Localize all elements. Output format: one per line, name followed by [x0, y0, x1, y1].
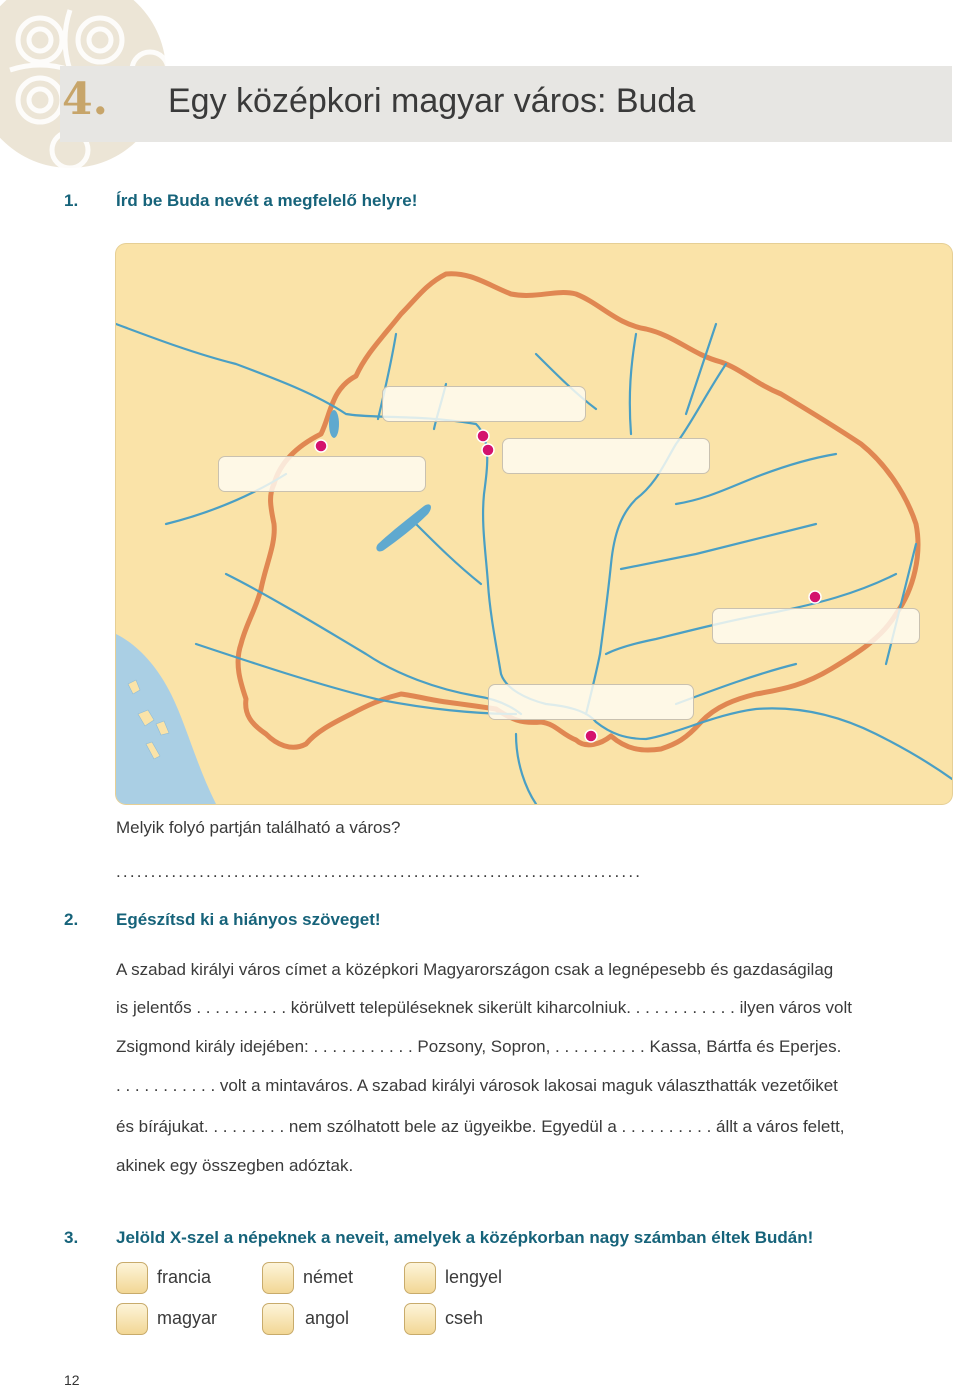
task3-number: 3.	[64, 1228, 79, 1247]
map-label-slot-east[interactable]	[712, 608, 920, 644]
checkbox-angol[interactable]	[262, 1303, 294, 1335]
river-hernad	[630, 334, 636, 434]
river-tisza	[586, 364, 726, 714]
map-label-slot-northwest[interactable]	[218, 456, 426, 492]
option-label-cseh: cseh	[445, 1308, 484, 1328]
river-drava	[226, 574, 521, 714]
map-hungary	[116, 244, 952, 804]
task2-line-6: akinek egy összegben adóztak.	[116, 1156, 354, 1175]
city-dot-esztergom	[477, 430, 489, 442]
task1-answer-line[interactable]: ............................................................................	[116, 862, 643, 881]
checkbox-lengyel[interactable]	[404, 1262, 436, 1294]
task1-title: Írd be Buda nevét a megfelelő helyre!	[116, 191, 418, 210]
option-label-lengyel: lengyel	[445, 1267, 503, 1287]
checkbox-nemet[interactable]	[262, 1262, 294, 1294]
lake-ferto	[329, 410, 339, 438]
option-label-nemet: német	[303, 1267, 354, 1287]
kingdom-border	[238, 274, 918, 750]
map-graphic	[116, 244, 952, 804]
lake-balaton	[376, 504, 431, 551]
task2-line-5: és bírájukat. . . . . . . . . nem szólhatott bele az ügyeikbe. Egyedül a . . . . . . . . . . állt a város felett,	[116, 1117, 845, 1136]
checkbox-magyar[interactable]	[116, 1303, 148, 1335]
task2-title: Egészítsd ki a hiányos szöveget!	[116, 910, 381, 929]
option-label-angol: angol	[305, 1308, 350, 1328]
river-olt	[886, 544, 916, 664]
adriatic-sea	[116, 634, 216, 804]
task2-line-1: A szabad királyi város címet a középkori Magyarországon csak a legnépesebb és gazdaságilag	[116, 960, 834, 979]
checkbox-francia[interactable]	[116, 1262, 148, 1294]
option-label-magyar: magyar	[157, 1308, 218, 1328]
page-number: 12	[64, 1372, 80, 1388]
option-label-francia: francia	[157, 1267, 212, 1287]
task1-question: Melyik folyó partján található a város?	[116, 818, 401, 837]
map-label-slot-center[interactable]	[502, 438, 710, 474]
city-dot-pozsony	[315, 440, 327, 452]
river-sio	[416, 524, 481, 584]
chapter-number: 4.	[62, 74, 108, 125]
river-bodrog	[686, 324, 716, 414]
city-dot-kassa	[809, 591, 821, 603]
task2-line-4: . . . . . . . . . . . volt a mintaváros. A szabad királyi városok lakosai maguk választhatták vezetőiket	[116, 1076, 838, 1095]
task2-line-2: is jelentős . . . . . . . . . . körülvett településeknek sikerült kiharcolniuk. . . . . . . . . . . . ilyen város volt	[116, 998, 853, 1017]
river-morava	[516, 734, 536, 804]
city-dot-nandorfehervar	[585, 730, 597, 742]
checkbox-cseh[interactable]	[404, 1303, 436, 1335]
map-label-slot-north[interactable]	[382, 386, 586, 422]
map-label-slot-south[interactable]	[488, 684, 694, 720]
task2-line-3: Zsigmond király idejében: . . . . . . . . . . . Pozsony, Sopron, . . . . . . . . . . Kassa, Bártfa és Eperjes.	[116, 1037, 842, 1056]
task3-title: Jelöld X-szel a népeknek a neveit, amelyek a középkorban nagy számban éltek Budán!	[116, 1228, 814, 1247]
chapter-title: Egy középkori magyar város: Buda	[168, 82, 696, 120]
task1-number: 1.	[64, 191, 79, 210]
city-dot-buda	[482, 444, 494, 456]
task2-number: 2.	[64, 910, 79, 929]
river-koros	[621, 524, 816, 569]
